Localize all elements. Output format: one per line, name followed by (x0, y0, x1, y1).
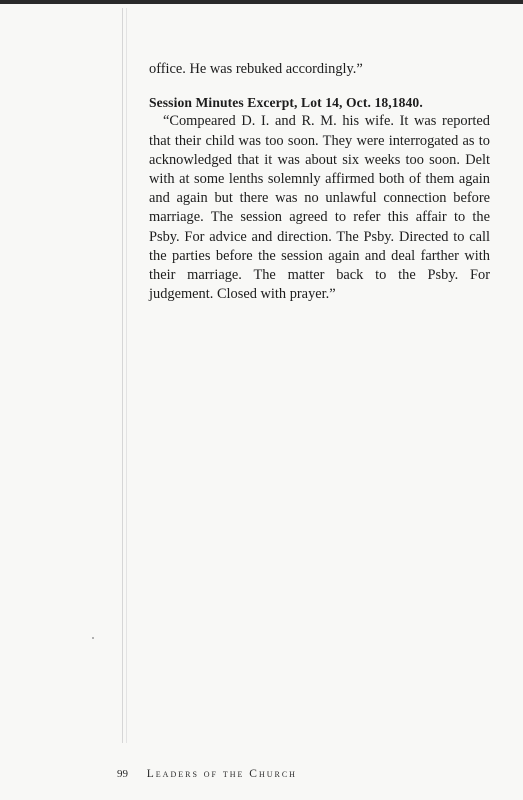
session-minutes-paragraph: “Compeared D. I. and R. M. his wife. It was reported that their child was too soon. They were interrogated as to acknowledged that it was about six weeks too soon. Delt with at some lenths solemnly affirmed both of them again and again but there was no unlawful connection before marriage. The session agreed to refer this affair to the Psby. For advice and direction. The Psby. Directed to call the parties before the session again and deal farther with their marriage. The matter back to the Psby. For judgement. Closed with prayer.” (149, 113, 490, 303)
page-footer (117, 768, 297, 780)
binding-margin-rule-inner (126, 8, 127, 743)
stray-ink-mark (92, 637, 94, 639)
binding-margin-rule (122, 8, 123, 743)
running-title: Leaders of the Church (146, 768, 297, 780)
page-text-block (149, 60, 490, 304)
opening-line: office. He was rebuked accordingly.” (149, 61, 363, 77)
section-heading: Session Minutes Excerpt, Lot 14, Oct. 18,1840. (149, 95, 423, 111)
page-number: 99 (117, 768, 128, 780)
top-border-rule (0, 0, 523, 4)
